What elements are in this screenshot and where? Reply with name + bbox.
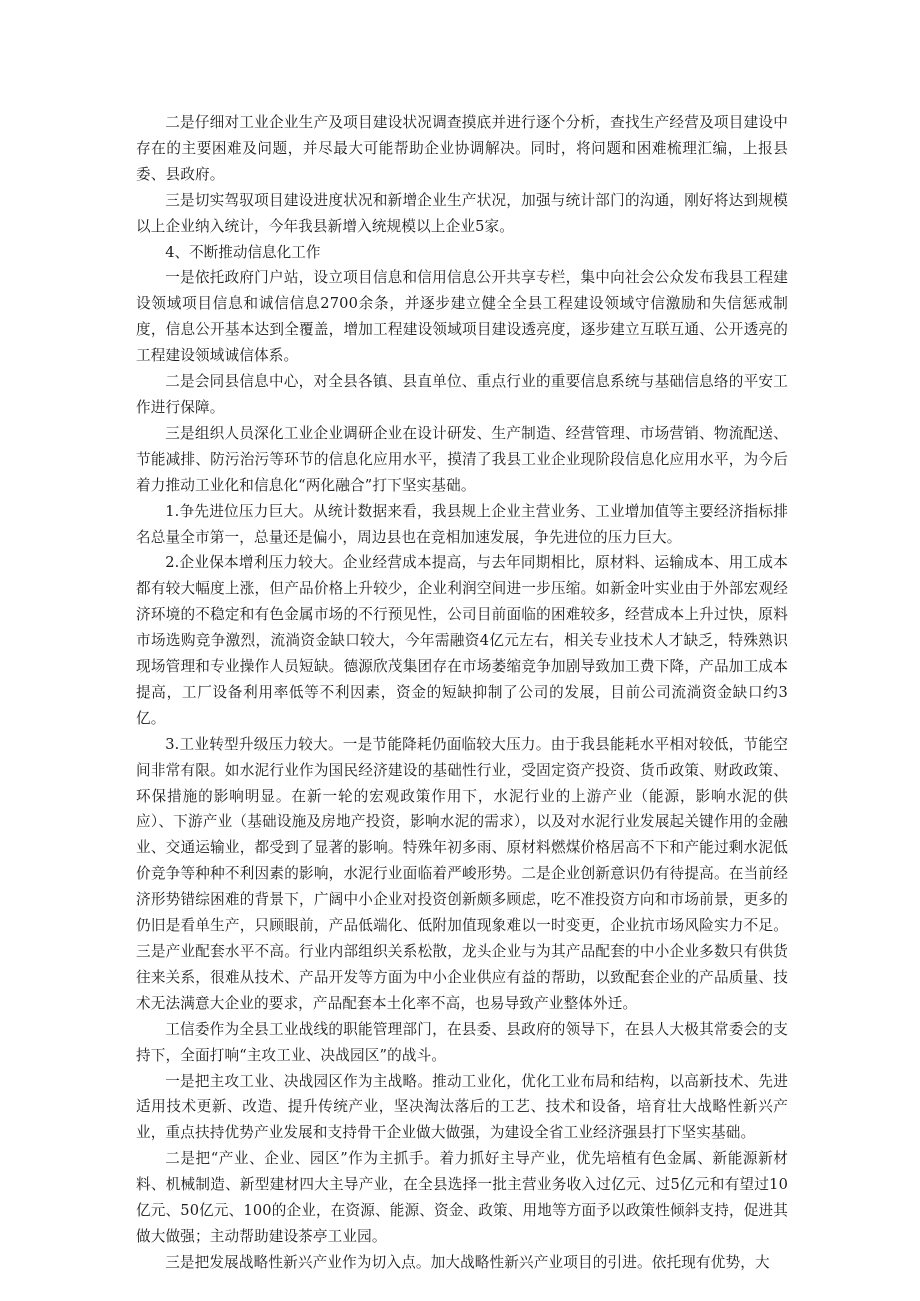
paragraph-8: 3.工业转型升级压力较大。一是节能降耗仍面临较大压力。由于我县能耗水平相对较低，节能空间非常有限。如水泥行业作为国民经济建设的基础性行业，受固定资产投资、货币政策、财政政策、环保措施的影响明显。在新一轮的宏观政策作用下，水泥行业的上游产业（能源，影响水泥的供应）、下游产业（基础设施及房地产投资，影响水泥的需求），以及对水泥行业发展起关键作用的金融业、交通运输业，都受到了显著的影响。特殊年初多雨、原材料燃煤价格居高不下和产能过剩水泥低价竞争等种种不利因素的影响，水泥行业面临着严峻形势。二是企业创新意识仍有待提高。在当前经济形势错综困难的背景下，广阔中小企业对投资创新颇多顾虑，吃不准投资方向和市场前景，更多的仍旧是看单生产，只顾眼前，产品低端化、低附加值现象难以一时变更，企业抗市场风险实力不足。三是产业配套水平不高。行业内部组织关系松散，龙头企业与为其产品配套的中小企业多数只有供货往来关系，很难从技术、产品开发等方面为中小企业供应有益的帮助，以致配套企业的产品质量、技术无法满意大企业的要求，产品配套本土化率不高，也易导致产业整体外迁。 [136,735,788,1012]
paragraph-6: 1.争先进位压力巨大。从统计数据来看，我县规上企业主营业务、工业增加值等主要经济指标排名总量全市第一，总量还是偏小，周边县也在竞相加速发展，争先进位的压力巨大。 [136,502,788,546]
paragraph-2: 三是切实驾驭项目建设进度状况和新增企业生产状况，加强与统计部门的沟通，刚好将达到规模以上企业纳入统计，今年我县新增入统规模以上企业5家。 [136,191,788,235]
paragraph-5: 三是组织人员深化工业企业调研企业在设计研发、生产制造、经营管理、市场营销、物流配送、节能减排、防污治污等环节的信息化应用水平，摸清了我县工业企业现阶段信息化应用水平，为今后着力推动工业化和信息化“两化融合”打下坚实基础。 [136,424,788,494]
paragraph-1: 二是仔细对工业企业生产及项目建设状况调查摸底并进行逐个分析，查找生产经营及项目建设中存在的主要困难及问题，并尽最大可能帮助企业协调解决。同时，将问题和困难梳理汇编，上报县委、县政府。 [136,114,788,183]
paragraph-9: 工信委作为全县工业战线的职能管理部门，在县委、县政府的领导下，在县人大极其常委会的支持下，全面打响“主攻工业、决战园区”的战斗。 [136,1020,788,1064]
paragraph-11: 二是把“产业、企业、园区”作为主抓手。着力抓好主导产业，优先培植有色金属、新能源新材料、机械制造、新型建材四大主导产业，在全县选择一批主营业务收入过亿元、过5亿元和有望过10亿元、50亿元、100的企业，在资源、能源、资金、政策、用地等方面予以政策性倾斜支持，促进其做大做强；主动帮助建设茶亭工业园。 [136,1150,788,1245]
section-heading-4: 4、不断推动信息化工作 [165,243,321,261]
paragraph-10: 一是把主攻工业、决战园区作为主战略。推动工业化，优化工业布局和结构，以高新技术、先进适用技术更新、改造、提升传统产业，坚决淘汰落后的工艺、技术和设备，培育壮大战略性新兴产业，重点扶持优势产业发展和支持骨干企业做大做强，为建设全省工业经济强县打下坚实基础。 [136,1072,788,1142]
paragraph-7: 2.企业保本增利压力较大。企业经营成本提高，与去年同期相比，原材料、运输成本、用工成本都有较大幅度上涨，但产品价格上升较少，企业利润空间进一步压缩。如新金叶实业由于外部宏观经济环境的不稳定和有色金属市场的不行预见性，公司目前面临的困难较多，经营成本上升过快，原料市场选购竞争激烈，流淌资金缺口较大，今年需融资4亿元左右，相关专业技术人才缺乏，特殊熟识现场管理和专业操作人员短缺。德源欣茂集团存在市场萎缩竞争加剧导致加工费下降，产品加工成本提高，工厂设备利用率低等不利因素，资金的短缺抑制了公司的发展，目前公司流淌资金缺口约3亿。 [136,554,788,727]
paragraph-12: 三是把发展战略性新兴产业作为切入点。加大战略性新兴产业项目的引进。依托现有优势，大 [165,1253,770,1271]
document-page [136,110,788,1276]
paragraph-3: 一是依托政府门户站，设立项目信息和信用信息公开共享专栏，集中向社会公众发布我县工程建设领域项目信息和诚信信息2700余条，并逐步建立健全全县工程建设领域守信激励和失信惩戒制度，信息公开基本达到全覆盖，增加工程建设领域项目建设透亮度，逐步建立互联互通、公开透亮的工程建设领域诚信体系。 [136,269,788,365]
paragraph-4: 二是会同县信息中心，对全县各镇、县直单位、重点行业的重要信息系统与基础信息络的平安工作进行保障。 [136,373,788,416]
